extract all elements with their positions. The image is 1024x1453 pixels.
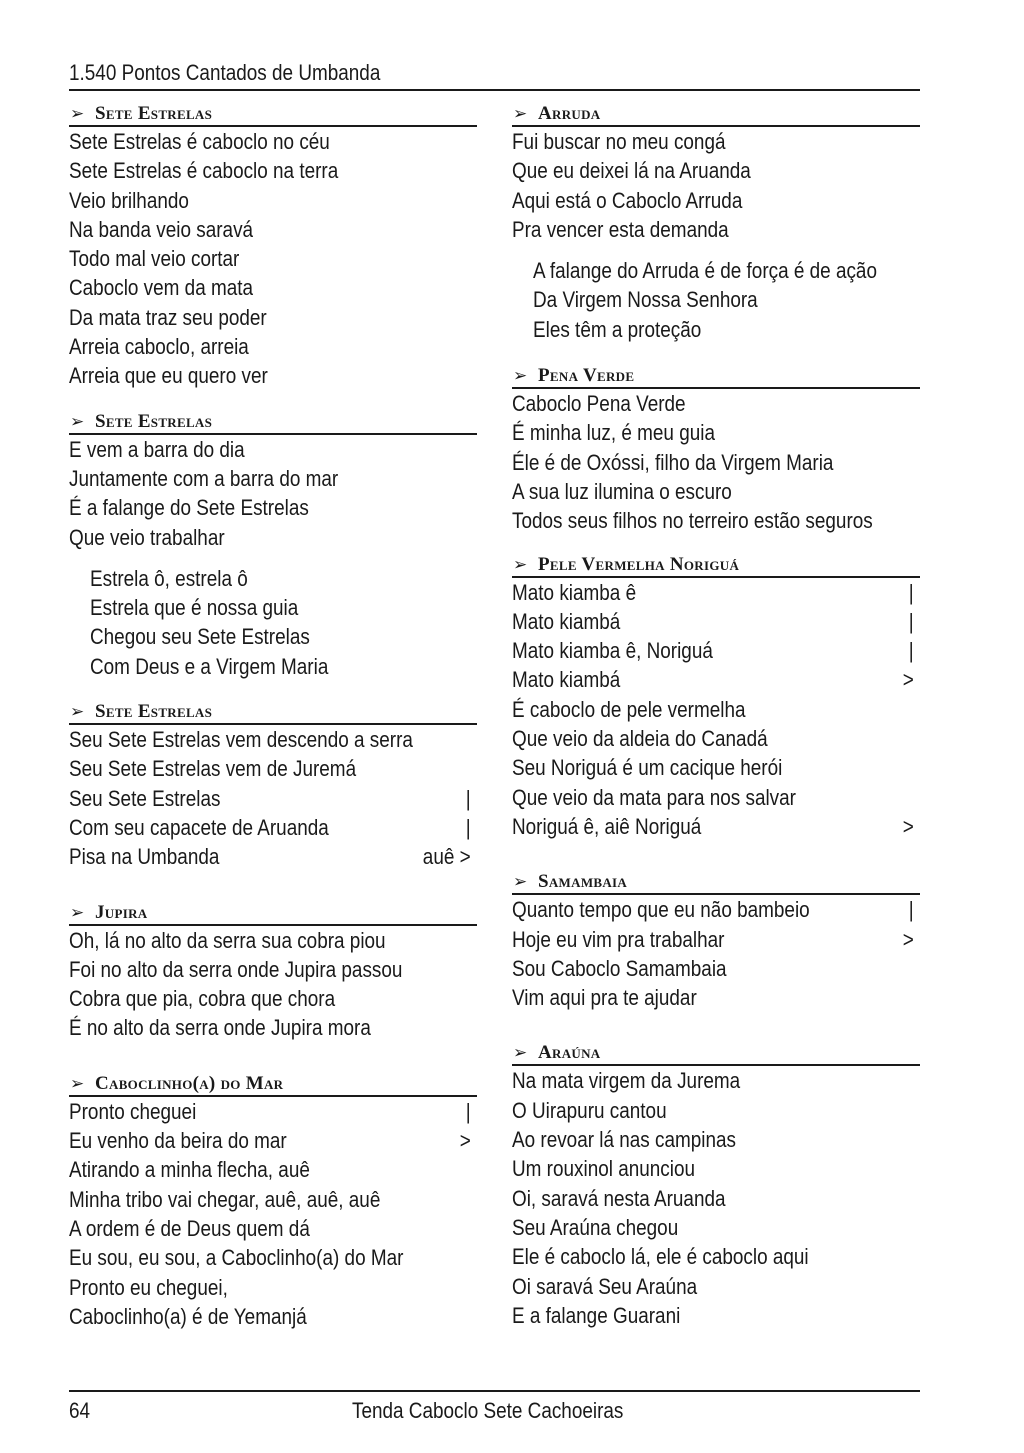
verse-line (512, 1125, 920, 1154)
repeat-mark-text: > (902, 813, 914, 839)
verse-line (69, 1097, 477, 1126)
verse-text: Seu Sete Estrelas vem descendo a serra (69, 727, 413, 753)
verse-text: É caboclo de pele vermelha (512, 696, 746, 722)
section-name: Caboclinho(a) do Mar (95, 1072, 284, 1094)
verse-text: Eles têm a proteção (533, 316, 702, 342)
verse-line (512, 186, 920, 215)
repeat-mark (415, 842, 471, 871)
verse-text: Ao revoar lá nas campinas (512, 1127, 737, 1153)
section-name: Sete Estrelas (95, 701, 213, 723)
verse-text: Pisa na Umbanda (69, 844, 220, 870)
repeat-mark-text: > (902, 667, 914, 693)
footer-rule (69, 1390, 920, 1392)
verse-text: Seu Araúna chegou (512, 1214, 679, 1240)
verse-text: Caboclinho(a) é de Yemanjá (69, 1303, 307, 1329)
verse-line (69, 984, 477, 1013)
verse-line (69, 593, 477, 622)
verse-line (69, 1155, 477, 1184)
repeat-mark (458, 1126, 471, 1155)
verse-text: Cobra que pia, cobra que chora (69, 986, 336, 1012)
verse-text: Juntamente com a barra do mar (69, 465, 339, 491)
verse-text: A ordem é de Deus quem dá (69, 1215, 310, 1241)
arrow-bullet-icon: ➢ (513, 554, 528, 575)
verse-line (512, 215, 920, 244)
verse-line (512, 783, 920, 812)
verse-text: Veio brilhando (69, 187, 189, 213)
song-section (512, 1035, 920, 1330)
section-name: Pele Vermelha Noriguá (538, 553, 740, 575)
verse-line (512, 1242, 920, 1271)
verse-text: É a falange do Sete Estrelas (69, 495, 309, 521)
verse-line (512, 1272, 920, 1301)
running-header: 1.540 Pontos Cantados de Umbanda (69, 60, 381, 85)
repeat-mark-text: | (466, 785, 471, 811)
verse-line (512, 418, 920, 447)
verse-text: Mato kiambá (512, 667, 621, 693)
song-section (512, 358, 920, 535)
verse-text: Quanto tempo que eu não bambeio (512, 897, 810, 923)
verse-line (512, 448, 920, 477)
arrow-bullet-icon: ➢ (513, 1043, 528, 1064)
verse-line (69, 523, 477, 552)
section-title (512, 1035, 920, 1066)
repeat-mark-text: > (459, 1128, 471, 1154)
verse-text: Hoje eu vim pra trabalhar (512, 926, 725, 952)
repeat-mark-text: > (902, 926, 914, 952)
repeat-mark (908, 578, 914, 607)
section-title (69, 404, 477, 435)
verse-line (512, 636, 920, 665)
verse-line (512, 1154, 920, 1183)
section-title (69, 1066, 477, 1097)
verse-text: Sou Caboclo Samambaia (512, 955, 727, 981)
verse-text: Chegou seu Sete Estrelas (90, 624, 310, 650)
repeat-mark (465, 784, 471, 813)
verse-text: Mato kiamba ê, Noriguá (512, 638, 713, 664)
verse-line (69, 186, 477, 215)
verse-line (69, 1013, 477, 1042)
song-section (69, 895, 477, 1043)
verse-text: Estrela que é nossa guia (90, 595, 299, 621)
song-section (69, 1066, 477, 1331)
section-name: Araúna (538, 1042, 601, 1064)
arrow-bullet-icon: ➢ (70, 104, 85, 124)
verse-line (69, 725, 477, 754)
verse-text: Pra vencer esta demanda (512, 216, 729, 242)
song-section (69, 404, 477, 681)
repeat-mark (465, 813, 471, 842)
repeat-mark-text: | (909, 579, 914, 605)
verse-line (512, 156, 920, 185)
section-name: Sete Estrelas (95, 410, 213, 432)
repeat-mark (901, 665, 914, 694)
verse-line (69, 1243, 477, 1272)
verse-text: Foi no alto da serra onde Jupira passou (69, 956, 403, 982)
verse-line (69, 127, 477, 156)
arrow-bullet-icon: ➢ (70, 702, 85, 723)
repeat-mark (908, 636, 914, 665)
section-name: Pena Verde (538, 365, 635, 387)
stanza-gap (69, 552, 477, 564)
verse-line (512, 812, 920, 841)
verse-text: É minha luz, é meu guia (512, 420, 715, 446)
left-column (69, 96, 477, 1331)
song-section (512, 96, 920, 344)
section-name: Arruda (538, 103, 601, 124)
verse-text: Eu venho da beira do mar (69, 1128, 287, 1154)
repeat-mark-text: auê > (423, 844, 471, 870)
verse-text: Fui buscar no meu congá (512, 129, 726, 154)
section-title (512, 358, 920, 389)
verse-text: Noriguá ê, aiê Noriguá (512, 813, 702, 839)
section-name: Jupira (95, 901, 148, 923)
verse-line (512, 389, 920, 418)
verse-text: Aqui está o Caboclo Arruda (512, 187, 743, 213)
verse-text: A sua luz ilumina o escuro (512, 478, 732, 504)
repeat-mark-text: | (466, 814, 471, 840)
verse-line (69, 652, 477, 681)
repeat-mark (465, 1097, 471, 1126)
verse-line (69, 244, 477, 273)
verse-text: É no alto da serra onde Jupira mora (69, 1015, 371, 1041)
verse-text: Mato kiambá (512, 608, 621, 634)
section-title (69, 895, 477, 926)
verse-text: Seu Sete Estrelas vem de Juremá (69, 756, 357, 782)
verse-text: Arreia caboclo, arreia (69, 334, 249, 360)
verse-line (69, 1273, 477, 1302)
footer-title: Tenda Caboclo Sete Cachoeiras (352, 1398, 624, 1423)
verse-text: Caboclo vem da mata (69, 275, 254, 301)
verse-line (69, 1126, 477, 1155)
verse-text: Com Deus e a Virgem Maria (90, 653, 329, 679)
verse-line (512, 983, 920, 1012)
verse-text: Arreia que eu quero ver (69, 363, 268, 389)
verse-line (512, 477, 920, 506)
repeat-mark-text: | (909, 638, 914, 664)
verse-text: Da mata traz seu poder (69, 304, 267, 330)
verse-text: Que veio trabalhar (69, 524, 225, 550)
verse-line (69, 303, 477, 332)
verse-text: Oi, saravá nesta Aruanda (512, 1185, 726, 1211)
verse-line (512, 578, 920, 607)
verse-line (512, 695, 920, 724)
verse-text: A falange do Arruda é de força é de ação (533, 258, 877, 284)
right-column (512, 96, 920, 1330)
verse-text: Oh, lá no alto da serra sua cobra piou (69, 927, 386, 953)
verse-line (512, 506, 920, 535)
verse-text: Que veio da mata para nos salvar (512, 784, 796, 810)
verse-text: Ele é caboclo lá, ele é caboclo aqui (512, 1244, 809, 1270)
arrow-bullet-icon: ➢ (513, 104, 528, 124)
song-section (69, 694, 477, 871)
verse-line (512, 665, 920, 694)
verse-line (69, 1214, 477, 1243)
verse-text: Sete Estrelas é caboclo na terra (69, 158, 339, 184)
verse-text: Eu sou, eu sou, a Caboclinho(a) do Mar (69, 1245, 404, 1271)
verse-text: Todo mal veio cortar (69, 246, 240, 272)
arrow-bullet-icon: ➢ (513, 366, 528, 387)
verse-line (512, 1096, 920, 1125)
repeat-mark-text: | (909, 608, 914, 634)
arrow-bullet-icon: ➢ (70, 1073, 85, 1094)
verse-text: Caboclo Pena Verde (512, 391, 686, 417)
header-rule (69, 89, 920, 91)
arrow-bullet-icon: ➢ (513, 872, 528, 893)
verse-line (512, 954, 920, 983)
song-section (512, 547, 920, 842)
verse-text: E vem a barra do dia (69, 436, 245, 462)
section-title (69, 96, 477, 127)
verse-text: Estrela ô, estrela ô (90, 565, 248, 591)
verse-line (512, 724, 920, 753)
song-section (69, 96, 477, 391)
verse-line (512, 315, 920, 344)
verse-text: E a falange Guarani (512, 1302, 681, 1328)
verse-line (69, 273, 477, 302)
verse-line (69, 435, 477, 464)
verse-line (69, 361, 477, 390)
repeat-mark (901, 812, 914, 841)
verse-text: Que eu deixei lá na Aruanda (512, 158, 751, 184)
verse-line (69, 332, 477, 361)
verse-line (512, 753, 920, 782)
verse-text: Mato kiamba ê (512, 579, 637, 605)
verse-text: Éle é de Oxóssi, filho da Virgem Maria (512, 449, 834, 475)
repeat-mark (908, 607, 914, 636)
verse-text: Seu Noriguá é um cacique herói (512, 755, 783, 781)
verse-line (69, 813, 477, 842)
verse-line (512, 1066, 920, 1095)
section-title (69, 694, 477, 725)
section-name: Samambaia (538, 871, 628, 893)
verse-line (512, 895, 920, 924)
repeat-mark (908, 895, 914, 924)
verse-line (512, 1213, 920, 1242)
section-title (512, 96, 920, 127)
repeat-mark-text: | (466, 1098, 471, 1124)
verse-line (69, 926, 477, 955)
verse-text: Todos seus filhos no terreiro estão seguros (512, 508, 873, 534)
verse-text: Minha tribo vai chegar, auê, auê, auê (69, 1186, 381, 1212)
verse-line (512, 607, 920, 636)
verse-line (69, 1185, 477, 1214)
verse-text: Vim aqui pra te ajudar (512, 985, 697, 1011)
verse-text: Com seu capacete de Aruanda (69, 814, 329, 840)
section-title (512, 547, 920, 578)
verse-line (69, 464, 477, 493)
verse-text: Na banda veio saravá (69, 216, 254, 242)
verse-text: Sete Estrelas é caboclo no céu (69, 129, 330, 154)
verse-line (512, 256, 920, 285)
verse-line (69, 493, 477, 522)
page-number: 64 (69, 1398, 91, 1423)
verse-text: Na mata virgem da Jurema (512, 1068, 741, 1094)
stanza-gap (512, 244, 920, 256)
repeat-mark-text: | (909, 897, 914, 923)
verse-text: Oi saravá Seu Araúna (512, 1273, 698, 1299)
verse-text: Pronto cheguei (69, 1098, 197, 1124)
verse-text: O Uirapuru cantou (512, 1097, 667, 1123)
verse-line (69, 754, 477, 783)
verse-line (512, 925, 920, 954)
verse-line (69, 564, 477, 593)
verse-text: Pronto eu cheguei, (69, 1274, 228, 1300)
verse-text: Atirando a minha flecha, auê (69, 1157, 310, 1183)
verse-line (512, 285, 920, 314)
verse-line (69, 622, 477, 651)
verse-text: Um rouxinol anunciou (512, 1156, 695, 1182)
verse-text: Seu Sete Estrelas (69, 785, 221, 811)
verse-line (69, 784, 477, 813)
verse-text: Da Virgem Nossa Senhora (533, 287, 758, 313)
verse-line (512, 127, 920, 156)
verse-text: Que veio da aldeia do Canadá (512, 726, 768, 752)
verse-line (69, 1302, 477, 1331)
verse-line (69, 215, 477, 244)
arrow-bullet-icon: ➢ (70, 411, 85, 432)
verse-line (512, 1184, 920, 1213)
verse-line (69, 955, 477, 984)
section-title (512, 864, 920, 895)
song-section (512, 864, 920, 1012)
verse-line (69, 156, 477, 185)
verse-line (69, 842, 477, 871)
verse-line (512, 1301, 920, 1330)
repeat-mark (901, 925, 914, 954)
arrow-bullet-icon: ➢ (70, 902, 85, 923)
section-name: Sete Estrelas (95, 103, 213, 124)
